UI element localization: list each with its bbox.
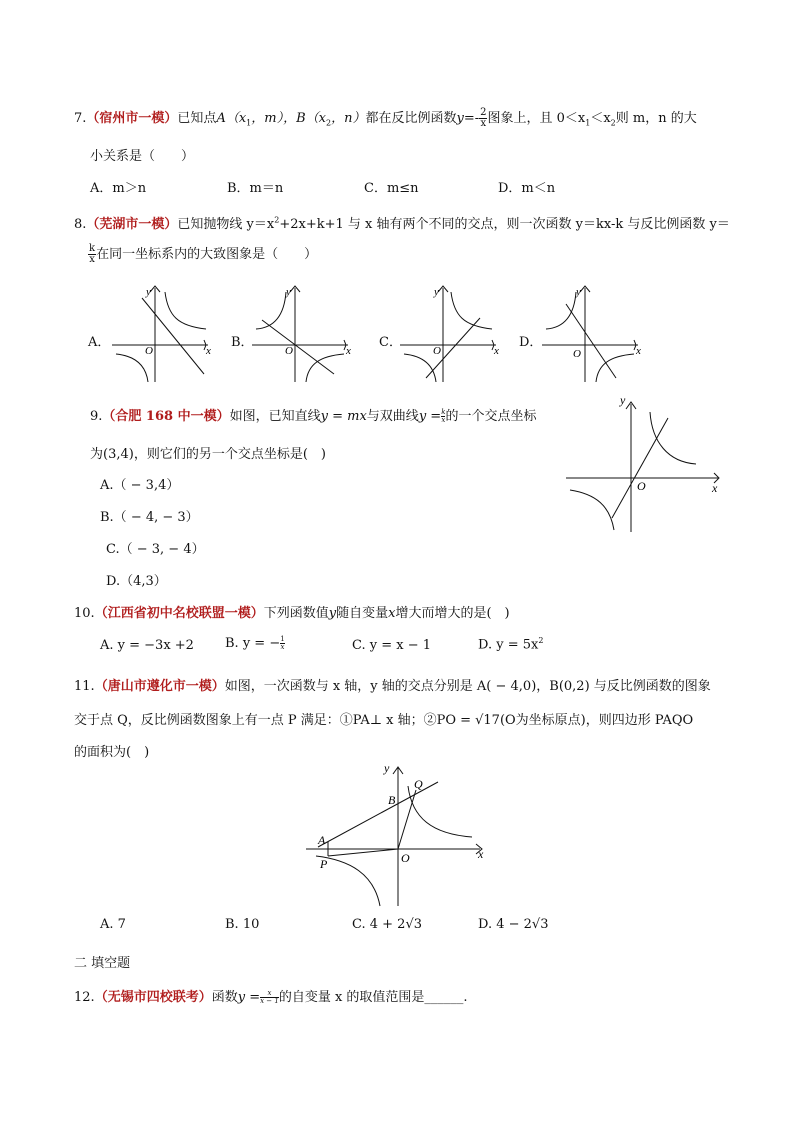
q10-option-d-text: D. y = 5x <box>478 637 539 653</box>
q8-line1 <box>74 213 730 232</box>
q7-option-c[interactable]: C．m≤n <box>364 181 419 196</box>
q7-text: ＜x <box>590 111 611 126</box>
q7-equation: y=- <box>456 111 480 126</box>
q9-option-c[interactable]: C.（ − 3, − 4） <box>106 542 205 557</box>
q8-label-d[interactable]: D． <box>519 335 543 350</box>
q7-text: ，n） <box>331 111 366 126</box>
q12-text: 函数 <box>211 990 238 1005</box>
q8-graph-b[interactable] <box>248 282 360 386</box>
q11-p-label: P <box>320 857 328 871</box>
q11-option-b[interactable]: B. 10 <box>225 917 260 932</box>
q7-source: （宿州市一模） <box>86 111 178 126</box>
q7-sub: 2 <box>325 118 332 128</box>
q12-text: 的自变量 x 的取值范围是 <box>278 990 425 1005</box>
q8-text: 已知抛物线 y＝x <box>177 217 275 232</box>
q11-line3: 的面积为( ) <box>74 745 150 760</box>
q10-option-c[interactable]: C. y = x − 1 <box>352 638 432 653</box>
q8-d-x-label: x <box>636 345 641 357</box>
q9-number: 9. <box>90 409 103 424</box>
q10-option-a[interactable]: A. y = −3x +2 <box>100 638 194 653</box>
q10-text: 随自变量 <box>336 606 389 621</box>
q8-a-y-label: y <box>146 286 151 298</box>
q12-number: 12. <box>74 990 95 1005</box>
q8-source: （芜湖市一模） <box>86 217 178 232</box>
q9-source: （合肥 168 中一模） <box>102 409 230 424</box>
q11-number: 11. <box>74 679 95 694</box>
q8-graph-a[interactable] <box>108 282 220 386</box>
q11-text: 如图，一次函数与 x 轴，y 轴的交点分别是 A( − 4,0)，B(0,2) 与反比例函数的图象 <box>224 679 711 694</box>
q7-text: ，m）， <box>251 111 297 126</box>
q11-a-label: A <box>318 833 326 847</box>
q10-source: （江西省初中名校联盟一模） <box>94 606 264 621</box>
q12-frac-den: x − 1 <box>260 997 279 1005</box>
q7-frac-den: x <box>480 118 487 129</box>
q12-answer-blank[interactable]: ______ <box>424 990 464 1005</box>
q8-line2 <box>88 243 317 265</box>
q10-text: 下列函数值 <box>263 606 329 621</box>
q9-origin: O <box>637 479 646 493</box>
q7-text: 图象上，且 0＜x <box>487 111 586 126</box>
q8-c-y-label: y <box>434 286 439 298</box>
q7-point-a: A（x <box>216 111 247 126</box>
q11-q-label: Q <box>414 777 423 791</box>
q8-b-origin: O <box>285 345 293 357</box>
q11-line1 <box>74 675 711 694</box>
q11-option-a[interactable]: A. 7 <box>100 917 126 932</box>
section-heading-fill-in: 二 填空题 <box>74 956 131 971</box>
q9-curve-equation: y = <box>418 409 442 424</box>
q12-fraction <box>260 990 279 1005</box>
q8-c-x-label: x <box>494 345 499 357</box>
q11-x-label: x <box>478 847 484 861</box>
q8-frac-den: x <box>89 254 95 265</box>
q9-option-a[interactable]: A.（ − 3,4） <box>100 478 180 493</box>
q10-option-b-fraction <box>280 636 284 651</box>
q7-line1 <box>74 107 697 129</box>
q7-number: 7. <box>74 111 87 126</box>
q9-frac-den: x <box>441 416 446 424</box>
q7-sub: 1 <box>246 118 252 128</box>
q8-text: +2x+k+1 与 x 轴有两个不同的交点，则一次函数 y＝kx-k 与反比例函数 y＝ <box>279 217 730 232</box>
q8-graph-c[interactable] <box>396 282 508 386</box>
q11-y-label: y <box>384 761 390 775</box>
q8-label-c[interactable]: C． <box>379 335 402 350</box>
q9-option-b[interactable]: B.（ − 4, − 3） <box>100 510 199 525</box>
q9-text: 如图，已知直线 <box>229 409 321 424</box>
q8-text: 在同一坐标系内的大致图象是（ ） <box>96 247 318 262</box>
q11-line2: 交于点 Q，反比例函数图象上有一点 P 满足：①PA⊥ x 轴；②PO = √17(O为坐标原点)，则四边形 PAQO <box>74 713 694 728</box>
q12-end: . <box>463 990 468 1005</box>
q7-sub: 1 <box>585 118 591 128</box>
q9-line1 <box>90 405 536 424</box>
q9-line-equation: y = mx <box>320 409 367 424</box>
q11-option-c[interactable]: C. 4 + 2√3 <box>352 917 423 932</box>
q7-text: 已知点 <box>177 111 217 126</box>
q7-text: 都在反比例函数 <box>365 111 457 126</box>
q7-text: 则 m，n 的大 <box>615 111 697 126</box>
q7-frac-num: 2 <box>480 107 487 118</box>
q8-sup: 2 <box>274 215 280 225</box>
q12-line1 <box>74 986 468 1005</box>
q11-source: （唐山市遵化市一模） <box>94 679 225 694</box>
q11-graph <box>300 758 500 910</box>
q10-option-b-num: 1 <box>280 635 285 643</box>
q7-option-a[interactable]: A．m＞n <box>90 181 147 196</box>
q9-x-label: x <box>712 481 718 495</box>
q8-b-x-label: x <box>346 345 351 357</box>
q9-option-d[interactable]: D.（4,3） <box>106 574 167 589</box>
q8-frac-num: k <box>89 243 96 254</box>
q10-option-d-sup: 2 <box>538 636 544 645</box>
q10-var-y: y <box>328 606 337 621</box>
q8-label-a[interactable]: A． <box>88 335 111 350</box>
q9-line2: 为(3,4)，则它们的另一个交点坐标是( ) <box>90 447 326 462</box>
q9-graph <box>560 390 730 535</box>
q8-number: 8. <box>74 217 87 232</box>
q8-b-y-label: y <box>286 286 291 298</box>
q10-option-d[interactable] <box>478 636 543 652</box>
q10-var-x: x <box>388 606 396 621</box>
q9-frac-num: k <box>441 408 446 416</box>
q10-option-b-text: B. y = − <box>225 636 281 651</box>
q8-a-origin: O <box>145 345 153 357</box>
q11-option-d[interactable]: D. 4 − 2√3 <box>478 917 549 932</box>
q7-option-d[interactable]: D．m＜n <box>498 181 556 196</box>
q10-number: 10. <box>74 606 95 621</box>
q7-sub: 2 <box>610 118 616 128</box>
q10-option-b[interactable] <box>225 636 285 651</box>
q10-option-b-den: x <box>280 643 285 651</box>
q9-y-label: y <box>620 393 626 407</box>
q11-b-label: B <box>388 793 396 807</box>
q8-label-b[interactable]: B． <box>231 335 254 350</box>
q9-text: 与双曲线 <box>366 409 419 424</box>
q7-point-b: B（x <box>296 111 326 126</box>
q12-frac-num: x <box>260 990 279 998</box>
q8-d-origin: O <box>573 348 581 360</box>
q8-d-y-label: y <box>576 286 581 298</box>
q10-line1 <box>74 602 510 621</box>
q9-text: 的一个交点坐标 <box>445 409 537 424</box>
q11-origin: O <box>401 851 410 865</box>
q10-text: 增大而增大的是( ) <box>395 606 510 621</box>
q7-option-b[interactable]: B．m＝n <box>227 181 284 196</box>
q8-c-origin: O <box>433 345 441 357</box>
q8-graph-d[interactable] <box>538 282 650 386</box>
q8-fraction <box>88 244 96 265</box>
q8-a-x-label: x <box>206 345 211 357</box>
q12-source: （无锡市四校联考） <box>94 990 212 1005</box>
q12-equation: y = <box>237 990 261 1005</box>
q7-line2: 小关系是（ ） <box>90 149 195 164</box>
